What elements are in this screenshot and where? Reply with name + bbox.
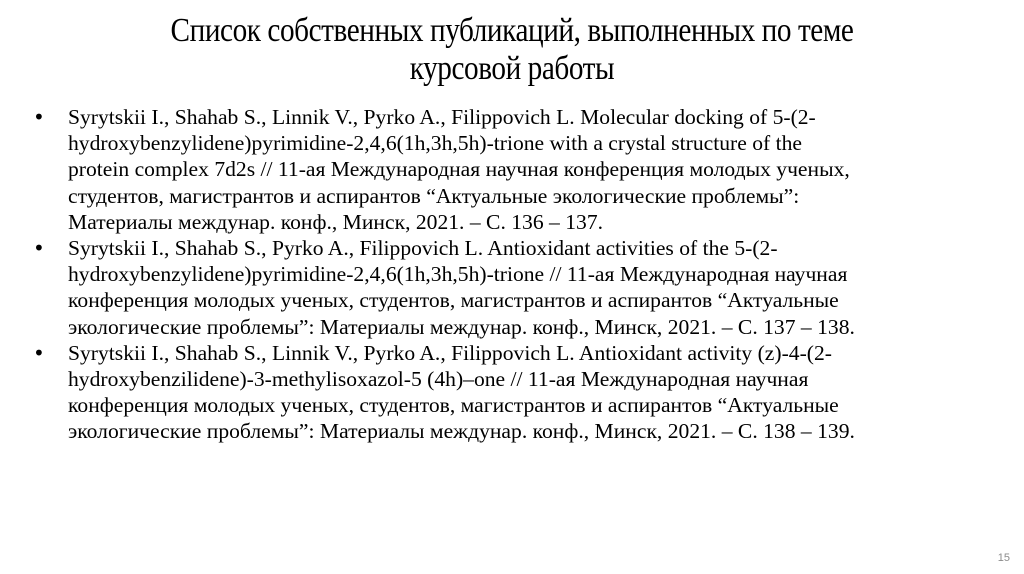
publication-text-line: hydroxybenzylidene)pyrimidine-2,4,6(1h,3h,5h)-trione with a crystal structure of the <box>68 131 802 156</box>
publication-text-line: Syrytskii I., Shahab S., Pyrko A., Filippovich L. Antioxidant activities of the 5-(2- <box>68 236 778 261</box>
publication-item <box>32 235 1007 340</box>
publication-text-line: экологические проблемы”: Материалы междунар. конф., Минск, 2021. – С. 137 – 138. <box>68 314 855 339</box>
publication-text-line: конференция молодых ученых, студентов, магистрантов и аспирантов “Актуальные <box>68 288 839 313</box>
slide-title-line-2: курсовой работы <box>409 50 615 87</box>
publication-list <box>32 104 1007 445</box>
publication-text-line: hydroxybenzilidene)-3-methylisoxazol-5 (4h)–one // 11-ая Международная научная <box>68 367 809 392</box>
publication-text-line: студентов, магистрантов и аспирантов “Актуальные экологические проблемы”: <box>68 183 800 208</box>
bullet-icon: • <box>33 105 45 129</box>
publication-text-line: конференция молодых ученых, студентов, магистрантов и аспирантов “Актуальные <box>68 393 839 418</box>
bullet-icon: • <box>33 236 45 261</box>
publication-text-line: Syrytskii I., Shahab S., Linnik V., Pyrko A., Filippovich L. Antioxidant activity (z)-4-(2- <box>68 340 832 365</box>
publication-text-line: Syrytskii I., Shahab S., Linnik V., Pyrko A., Filippovich L. Molecular docking of 5-(2- <box>68 105 816 129</box>
slide-title <box>123 12 900 88</box>
publication-item <box>32 104 1007 235</box>
bullet-icon: • <box>33 340 45 365</box>
publication-text-line: protein complex 7d2s // 11-ая Международная научная конференция молодых ученых, <box>68 157 850 182</box>
publication-item <box>32 340 1007 445</box>
publication-text-line: экологические проблемы”: Материалы междунар. конф., Минск, 2021. – С. 138 – 139. <box>68 419 855 444</box>
page-number: 15 <box>997 552 1010 564</box>
slide-title-line-1: Список собственных публикаций, выполненных по теме <box>170 12 854 49</box>
publication-text-line: Материалы междунар. конф., Минск, 2021. – С. 136 – 137. <box>68 209 604 234</box>
publication-text-line: hydroxybenzylidene)pyrimidine-2,4,6(1h,3h,5h)-trione // 11-ая Международная научная <box>68 262 848 287</box>
